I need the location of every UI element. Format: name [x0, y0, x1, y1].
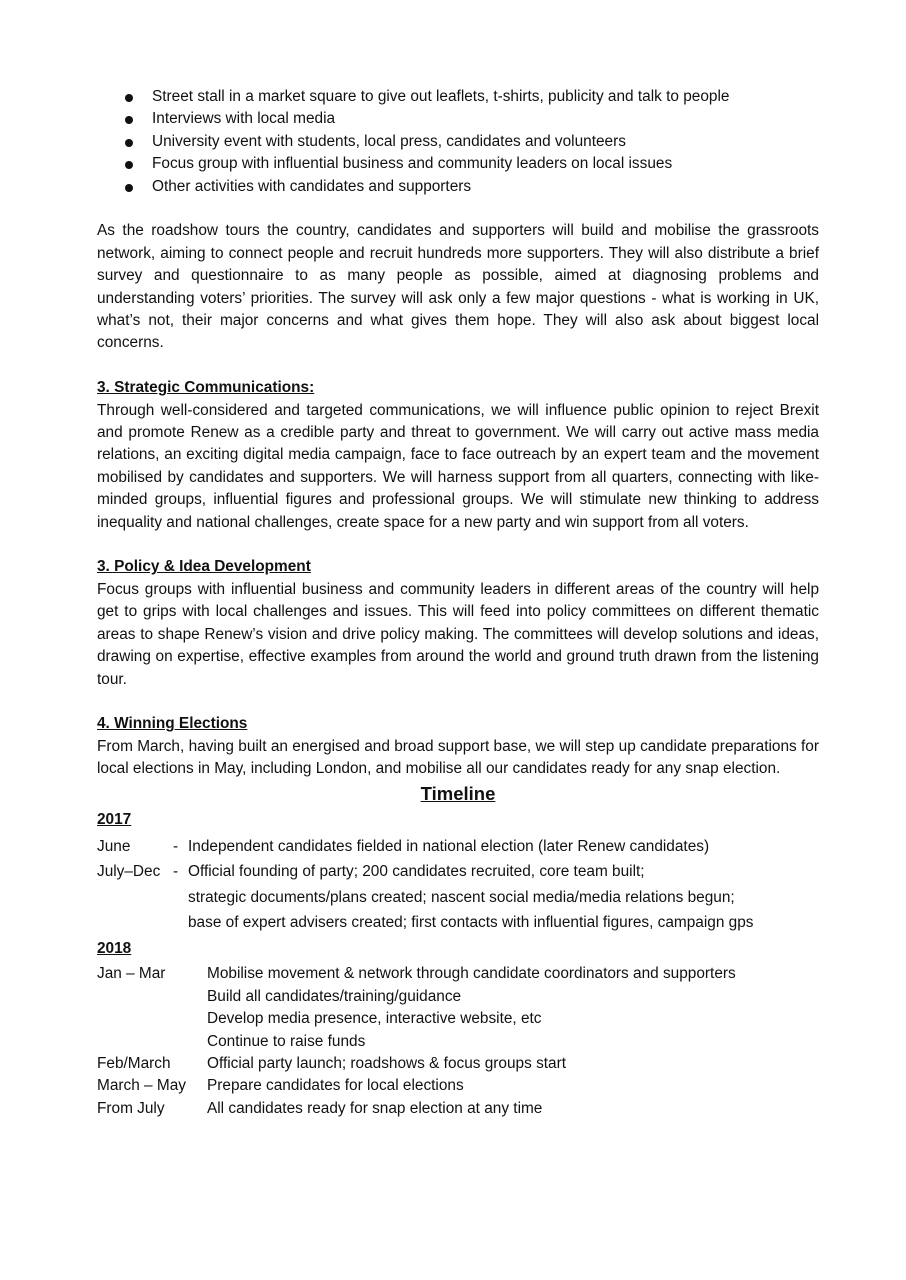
timeline-text: Mobilise movement & network through candidate coordinators and supporters — [207, 965, 736, 983]
timeline-text: Independent candidates fielded in national election (later Renew candidates) — [188, 837, 710, 855]
document-page — [97, 86, 819, 1120]
list-item: Interviews with local media — [97, 108, 819, 130]
bullet-icon — [125, 184, 133, 192]
list-item: Other activities with candidates and supporters — [97, 176, 819, 198]
communications-heading: 3. Strategic Communications: — [97, 379, 315, 397]
timeline-text: Official party launch; roadshows & focus groups start — [207, 1054, 567, 1072]
timeline-label: From July — [97, 1099, 165, 1117]
list-item: University event with students, local press, candidates and volunteers — [97, 131, 819, 153]
policy-heading: 3. Policy & Idea Development — [97, 558, 311, 576]
policy-body: Focus groups with influential business and community leaders in different areas of the country will help get to grips with local challenges and issues. This will feed into policy committees on different thematic areas to shape Renew’s vision and drive policy making. The committees will develop solutions and ideas, drawing on expertise, effective examples from around the world and ground truth drawn from the listening tour. — [97, 580, 819, 688]
activity-list — [97, 86, 819, 198]
list-item: Street stall in a market square to give out leaflets, t-shirts, publicity and talk to people — [97, 86, 819, 108]
timeline-2017 — [97, 809, 819, 936]
communications-body: Through well-considered and targeted communications, we will influence public opinion to reject Brexit and promote Renew as a credible party and threat to government. We will carry out active mass media relations, an exciting digital media campaign, face to face outreach by an expert team and the movement mobilised by candidates and supporters. We will harness support from all quarters, connecting with like-minded groups, influential figures and professional groups. We will stimulate new thinking to address inequality and national challenges, create space for a new party and win support from all voters. — [97, 401, 819, 531]
timeline-row — [97, 1053, 819, 1075]
bullet-icon — [125, 94, 133, 102]
timeline-continuation: Continue to raise funds — [207, 1032, 366, 1050]
bullet-icon — [125, 161, 133, 169]
timeline-row — [97, 1098, 819, 1120]
timeline-continuation: strategic documents/plans created; nascent social media/media relations begun; — [188, 888, 735, 906]
timeline-text: Official founding of party; 200 candidates recruited, core team built; — [188, 863, 645, 881]
timeline-text: All candidates ready for snap election at any time — [207, 1099, 543, 1117]
timeline-label: June — [97, 837, 131, 855]
timeline-dash: - — [173, 837, 179, 855]
year-2017: 2017 — [97, 810, 132, 828]
timeline-title: Timeline — [420, 782, 496, 804]
bullet-icon — [125, 139, 133, 147]
timeline-label: Jan – Mar — [97, 965, 166, 983]
bullet-icon — [125, 116, 133, 124]
timeline-row — [97, 1075, 819, 1097]
list-item: Focus group with influential business and community leaders on local issues — [97, 153, 819, 175]
timeline-2018 — [97, 938, 819, 1120]
roadshow-paragraph: As the roadshow tours the country, candidates and supporters will build and mobilise the grassroots network, aiming to connect people and recruit hundreds more supporters. They will also distribute a brief survey and questionnaire to as many people as possible, aimed at diagnosing problems and understanding voters’ priorities. The survey will ask only a few major questions - what is working in UK, what’s not, their major concerns and what gives them hope. They will also ask about biggest local concerns. — [97, 222, 819, 352]
timeline-label: March – May — [97, 1077, 186, 1095]
timeline-label: Feb/March — [97, 1054, 171, 1072]
elections-heading: 4. Winning Elections — [97, 715, 248, 733]
timeline-row — [97, 859, 819, 885]
timeline-label: July–Dec — [97, 863, 161, 881]
timeline-continuation: base of expert advisers created; first contacts with influential figures, campaign gps — [188, 914, 754, 932]
timeline-continuation: Develop media presence, interactive website, etc — [207, 1010, 542, 1028]
timeline-text: Prepare candidates for local elections — [207, 1077, 464, 1095]
year-2018: 2018 — [97, 939, 132, 957]
elections-body: From March, having built an energised and broad support base, we will step up candidate preparations for local elections in May, including London, and mobilise all our candidates ready for any snap election. — [97, 737, 819, 778]
timeline-row — [97, 963, 819, 985]
timeline-row — [97, 834, 819, 860]
timeline-dash: - — [173, 863, 179, 881]
timeline-continuation: Build all candidates/training/guidance — [207, 987, 462, 1005]
